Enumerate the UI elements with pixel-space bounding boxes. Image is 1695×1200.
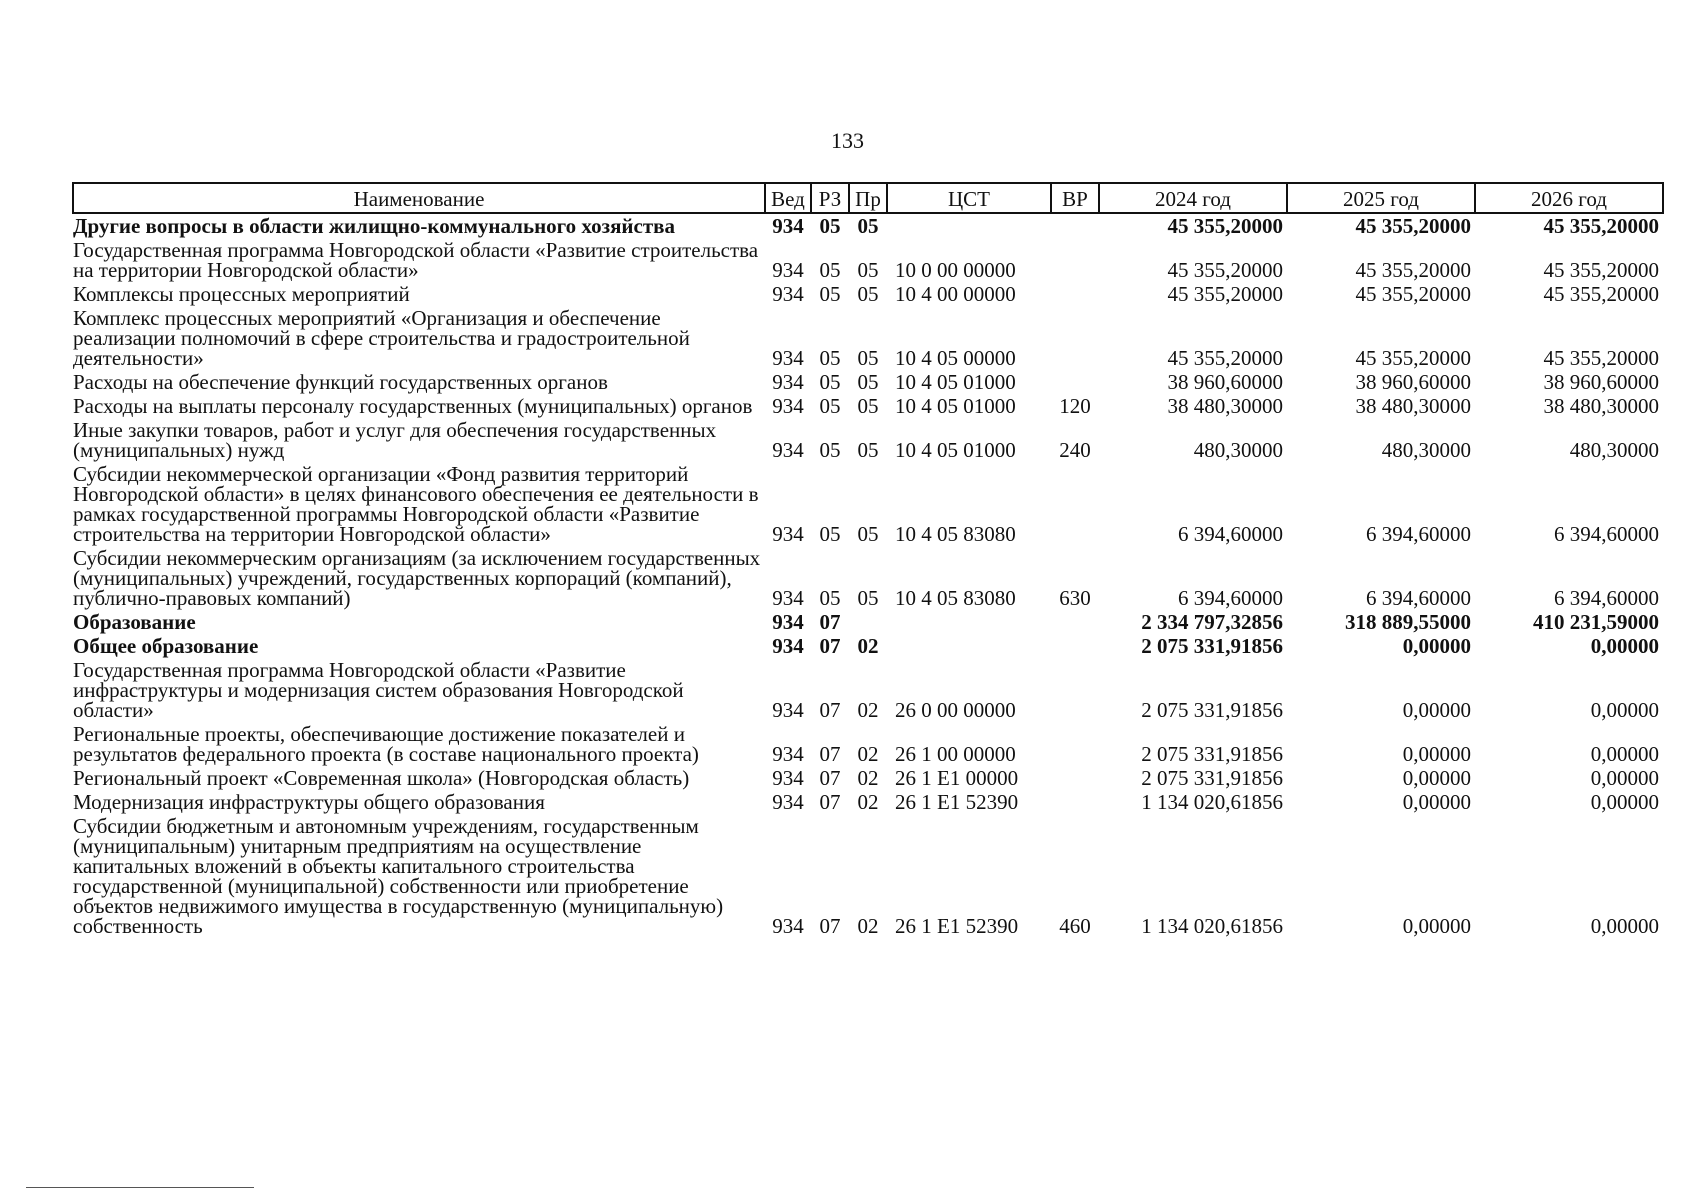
row-cst <box>887 634 1051 658</box>
row-ved: 934 <box>772 370 804 394</box>
row-ved: 934 <box>772 742 804 766</box>
row-rz: 07 <box>819 610 841 634</box>
row-2024: 38 480,30000 <box>1167 394 1283 418</box>
row-rz: 05 <box>819 214 841 238</box>
header-pr: Пр <box>849 183 887 213</box>
table-row <box>73 722 1663 766</box>
row-vr <box>1051 213 1099 238</box>
row-vr <box>1051 462 1099 546</box>
row-2025: 0,00000 <box>1402 766 1471 790</box>
row-2024: 6 394,60000 <box>1178 522 1283 546</box>
row-2026: 6 394,60000 <box>1554 522 1659 546</box>
row-cst: 10 4 05 00000 <box>895 346 1016 370</box>
row-2026: 0,00000 <box>1590 790 1659 814</box>
row-2026: 38 480,30000 <box>1543 394 1659 418</box>
header-vr: ВР <box>1051 183 1099 213</box>
row-pr: 05 <box>857 282 879 306</box>
budget-table <box>72 182 1664 938</box>
row-pr: 05 <box>857 586 879 610</box>
row-2024: 45 355,20000 <box>1167 346 1283 370</box>
row-vr <box>1051 722 1099 766</box>
row-2025: 480,30000 <box>1381 438 1471 462</box>
header-2024: 2024 год <box>1099 183 1287 213</box>
row-cst: 10 0 00 00000 <box>895 258 1016 282</box>
row-rz: 07 <box>819 634 841 658</box>
row-name: Субсидии некоммерческой организации «Фонд развития территорий Новгородской области» в целях финансового обеспечения ее деятельности в рамках государственной программы Новгородской области «Развитие строительства на территории Новгородской области» <box>73 462 759 546</box>
table-row <box>73 634 1663 658</box>
table-row <box>73 238 1663 282</box>
table-row <box>73 546 1663 610</box>
row-vr <box>1051 610 1099 634</box>
row-rz: 07 <box>819 742 841 766</box>
header-rz: РЗ <box>811 183 849 213</box>
row-2026: 0,00000 <box>1590 634 1659 658</box>
row-2025: 318 889,55000 <box>1345 610 1471 634</box>
row-2025: 6 394,60000 <box>1366 522 1471 546</box>
row-cst <box>887 610 1051 634</box>
row-vr <box>1051 634 1099 658</box>
row-2024: 1 134 020,61856 <box>1141 790 1283 814</box>
table-row <box>73 766 1663 790</box>
row-ved: 934 <box>772 698 804 722</box>
row-ved: 934 <box>772 258 804 282</box>
row-vr: 240 <box>1059 438 1091 462</box>
row-name: Другие вопросы в области жилищно-коммунального хозяйства <box>73 214 676 238</box>
row-pr: 02 <box>857 790 879 814</box>
row-name: Модернизация инфраструктуры общего образования <box>73 790 545 814</box>
row-cst: 10 4 05 01000 <box>895 394 1016 418</box>
row-rz: 05 <box>819 586 841 610</box>
table-header <box>73 183 1663 213</box>
row-cst: 10 4 05 83080 <box>895 586 1016 610</box>
row-cst: 10 4 00 00000 <box>895 282 1016 306</box>
row-pr: 02 <box>857 698 879 722</box>
row-2025: 0,00000 <box>1402 790 1471 814</box>
row-pr: 05 <box>857 346 879 370</box>
table-row <box>73 790 1663 814</box>
row-ved: 934 <box>772 766 804 790</box>
table-row <box>73 370 1663 394</box>
row-2025: 45 355,20000 <box>1355 214 1471 238</box>
row-vr <box>1051 238 1099 282</box>
row-name: Региональные проекты, обеспечивающие достижение показателей и результатов федерального проекта (в составе национального проекта) <box>73 722 699 766</box>
page-number: 133 <box>831 128 864 153</box>
row-ved: 934 <box>772 790 804 814</box>
row-2025: 38 480,30000 <box>1355 394 1471 418</box>
row-2026: 480,30000 <box>1569 438 1659 462</box>
row-2026: 45 355,20000 <box>1543 258 1659 282</box>
header-name: Наименование <box>73 183 765 213</box>
row-cst: 26 1 E1 00000 <box>895 766 1019 790</box>
row-2024: 45 355,20000 <box>1167 214 1283 238</box>
row-rz: 07 <box>819 790 841 814</box>
header-2025: 2025 год <box>1287 183 1475 213</box>
row-pr <box>849 610 887 634</box>
table-row <box>73 394 1663 418</box>
row-ved: 934 <box>772 394 804 418</box>
row-2024: 6 394,60000 <box>1178 586 1283 610</box>
row-vr <box>1051 790 1099 814</box>
row-2024: 38 960,60000 <box>1167 370 1283 394</box>
table-row <box>73 462 1663 546</box>
row-cst: 26 1 E1 52390 <box>895 790 1019 814</box>
row-name: Расходы на выплаты персоналу государственных (муниципальных) органов <box>73 394 753 418</box>
row-pr: 02 <box>857 766 879 790</box>
row-pr: 05 <box>857 370 879 394</box>
table-row <box>73 282 1663 306</box>
row-pr: 02 <box>857 914 879 938</box>
row-vr <box>1051 370 1099 394</box>
row-vr <box>1051 306 1099 370</box>
table-row <box>73 610 1663 634</box>
row-cst: 26 1 00 00000 <box>895 742 1016 766</box>
row-2025: 0,00000 <box>1402 742 1471 766</box>
row-2026: 410 231,59000 <box>1533 610 1659 634</box>
row-rz: 07 <box>819 698 841 722</box>
row-cst: 10 4 05 01000 <box>895 438 1016 462</box>
row-name: Образование <box>73 610 196 634</box>
row-2025: 38 960,60000 <box>1355 370 1471 394</box>
row-pr: 02 <box>857 742 879 766</box>
table-row <box>73 213 1663 238</box>
row-cst: 26 0 00 00000 <box>895 698 1016 722</box>
table-body <box>73 213 1663 938</box>
header-ved: Вед <box>765 183 811 213</box>
row-pr: 05 <box>857 522 879 546</box>
row-name: Общее образование <box>73 634 259 658</box>
row-2025: 6 394,60000 <box>1366 586 1471 610</box>
row-rz: 05 <box>819 394 841 418</box>
row-ved: 934 <box>772 282 804 306</box>
row-rz: 05 <box>819 282 841 306</box>
row-rz: 07 <box>819 914 841 938</box>
row-2025: 0,00000 <box>1402 914 1471 938</box>
row-ved: 934 <box>772 610 804 634</box>
row-ved: 934 <box>772 914 804 938</box>
row-2024: 45 355,20000 <box>1167 258 1283 282</box>
row-name: Субсидии некоммерческим организациям (за исключением государственных (муниципальных) учреждений, государственных корпораций (компаний), публично-правовых компаний) <box>73 546 761 610</box>
row-2026: 45 355,20000 <box>1543 214 1659 238</box>
row-vr: 630 <box>1059 586 1091 610</box>
row-rz: 07 <box>819 766 841 790</box>
row-2026: 45 355,20000 <box>1543 346 1659 370</box>
row-2025: 0,00000 <box>1402 698 1471 722</box>
row-2026: 0,00000 <box>1590 698 1659 722</box>
row-cst: 10 4 05 83080 <box>895 522 1016 546</box>
row-ved: 934 <box>772 438 804 462</box>
row-pr: 05 <box>857 258 879 282</box>
row-2024: 2 075 331,91856 <box>1141 634 1283 658</box>
row-2024: 2 075 331,91856 <box>1141 742 1283 766</box>
row-ved: 934 <box>772 634 804 658</box>
row-ved: 934 <box>772 346 804 370</box>
table-row <box>73 418 1663 462</box>
row-cst: 26 1 E1 52390 <box>895 914 1019 938</box>
row-pr: 05 <box>857 438 879 462</box>
row-name: Государственная программа Новгородской области «Развитие инфраструктуры и модернизация систем образования Новгородской области» <box>73 658 684 722</box>
row-rz: 05 <box>819 438 841 462</box>
row-pr: 05 <box>857 214 879 238</box>
row-vr: 120 <box>1059 394 1091 418</box>
row-rz: 05 <box>819 522 841 546</box>
row-name: Региональный проект «Современная школа» (Новгородская область) <box>73 766 690 790</box>
row-ved: 934 <box>772 586 804 610</box>
header-2026: 2026 год <box>1475 183 1663 213</box>
row-2026: 0,00000 <box>1590 742 1659 766</box>
footer-rule <box>26 1187 254 1188</box>
row-ved: 934 <box>772 214 804 238</box>
row-2026: 0,00000 <box>1590 914 1659 938</box>
row-rz: 05 <box>819 258 841 282</box>
table-row <box>73 814 1663 938</box>
row-2024: 480,30000 <box>1193 438 1283 462</box>
row-2025: 45 355,20000 <box>1355 258 1471 282</box>
row-cst: 10 4 05 01000 <box>895 370 1016 394</box>
row-name: Комплексы процессных мероприятий <box>73 282 410 306</box>
row-name: Государственная программа Новгородской области «Развитие строительства на территории Новгородской области» <box>73 238 759 282</box>
row-2024: 45 355,20000 <box>1167 282 1283 306</box>
row-name: Расходы на обеспечение функций государственных органов <box>73 370 608 394</box>
row-vr <box>1051 282 1099 306</box>
row-2024: 1 134 020,61856 <box>1141 914 1283 938</box>
row-name: Комплекс процессных мероприятий «Организация и обеспечение реализации полномочий в сфере строительства и градостроительной деятельности» <box>73 306 690 370</box>
row-vr <box>1051 658 1099 722</box>
row-2026: 0,00000 <box>1590 766 1659 790</box>
row-rz: 05 <box>819 346 841 370</box>
row-2026: 45 355,20000 <box>1543 282 1659 306</box>
header-cst: ЦСТ <box>887 183 1051 213</box>
row-2024: 2 075 331,91856 <box>1141 766 1283 790</box>
row-name: Иные закупки товаров, работ и услуг для обеспечения государственных (муниципальных) нужд <box>73 418 717 462</box>
row-vr <box>1051 766 1099 790</box>
row-2026: 38 960,60000 <box>1543 370 1659 394</box>
row-2026: 6 394,60000 <box>1554 586 1659 610</box>
row-pr: 05 <box>857 394 879 418</box>
row-pr: 02 <box>857 634 879 658</box>
row-vr: 460 <box>1059 914 1091 938</box>
row-cst <box>887 213 1051 238</box>
row-2025: 45 355,20000 <box>1355 282 1471 306</box>
row-2025: 45 355,20000 <box>1355 346 1471 370</box>
row-2025: 0,00000 <box>1402 634 1471 658</box>
row-ved: 934 <box>772 522 804 546</box>
row-name: Субсидии бюджетным и автономным учреждениям, государственным (муниципальным) унитарным предприятиям на осуществление капитальных вложений в объекты капитального строительства государственной (муниципальной) собственности или приобретение объектов недвижимого имущества в государственную (муниципальную) собственность <box>73 814 724 938</box>
table-row <box>73 658 1663 722</box>
table-row <box>73 306 1663 370</box>
row-2024: 2 075 331,91856 <box>1141 698 1283 722</box>
row-rz: 05 <box>819 370 841 394</box>
row-2024: 2 334 797,32856 <box>1141 610 1283 634</box>
